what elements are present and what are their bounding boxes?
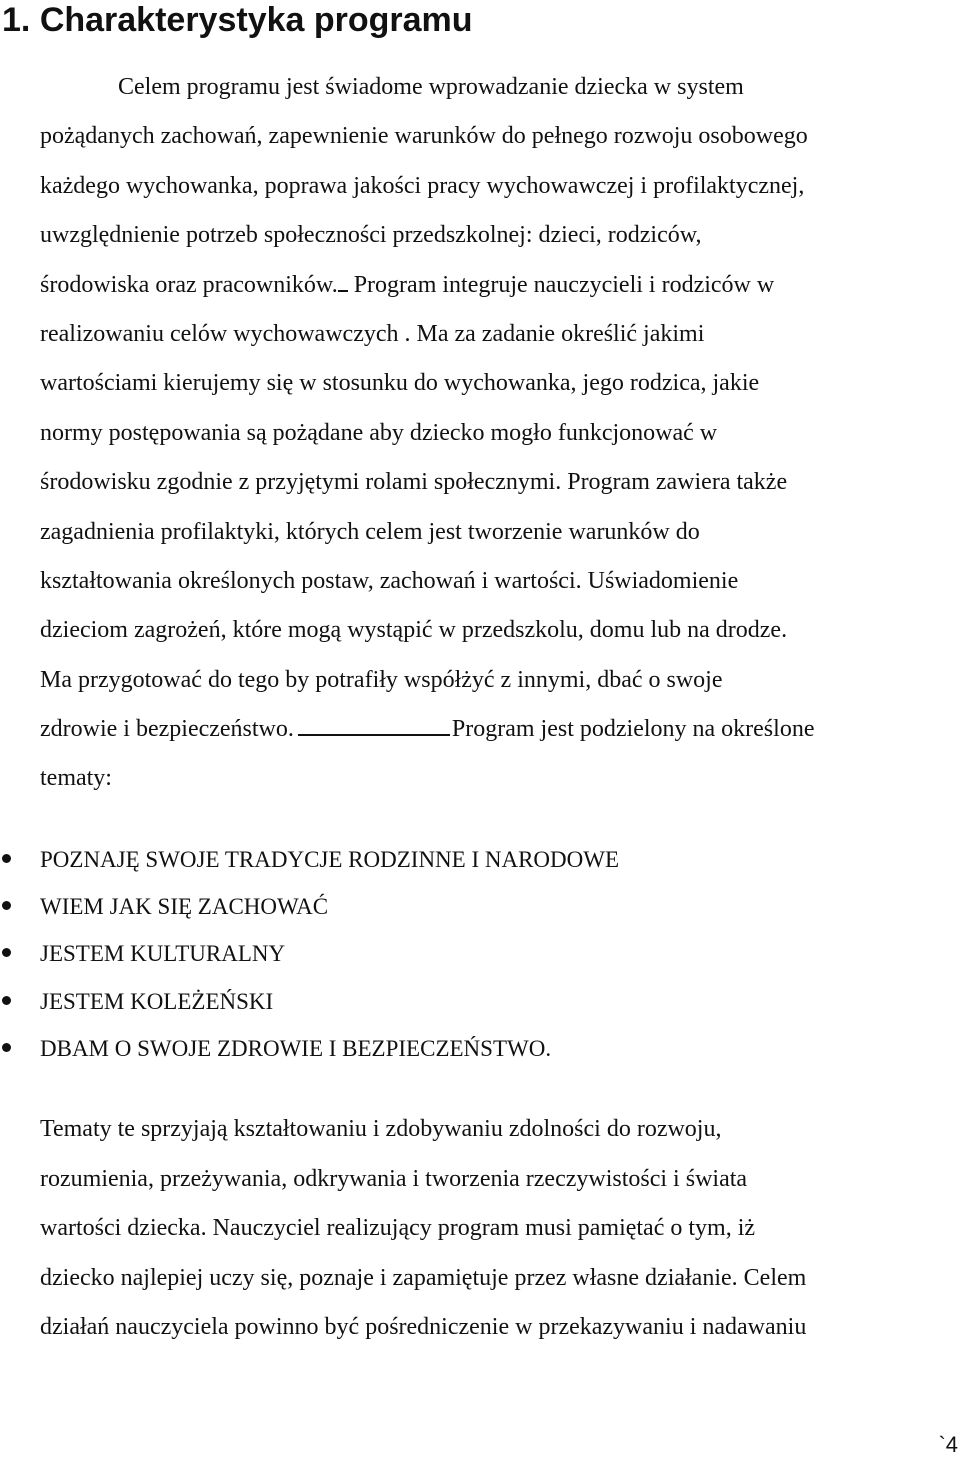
text-line: działań nauczyciela powinno być pośredniczenie w przekazywaniu i nadawaniu <box>40 1314 807 1341</box>
page-number: `4 <box>938 1432 958 1457</box>
section-heading <box>2 0 473 42</box>
text-line <box>40 705 960 754</box>
text-line: Celem programu jest świadome wprowadzanie dziecka w system <box>118 74 744 100</box>
blank-underline <box>298 714 450 736</box>
text-line: dziecko najlepiej uczy się, poznaje i zapamiętuje przez własne działanie. Celem <box>40 1264 807 1291</box>
text-line: tematy: <box>40 765 112 792</box>
text-segment: zdrowie i bezpieczeństwo. <box>40 716 294 743</box>
list-item-label: DBAM O SWOJE ZDROWIE I BEZPIECZEŃSTWO. <box>40 1035 552 1061</box>
text-line: zagadnienia profilaktyki, których celem jest tworzenie warunków do <box>40 518 700 545</box>
list-item-label: WIEM JAK SIĘ ZACHOWAĆ <box>40 894 329 920</box>
program-description-paragraph <box>40 63 960 804</box>
topics-list <box>0 836 619 1072</box>
text-segment: Program integruje nauczycieli i rodziców w <box>353 271 775 298</box>
list-item <box>0 930 619 977</box>
text-line: Tematy te sprzyjają kształtowaniu i zdobywaniu zdolności do rozwoju, <box>40 1116 722 1142</box>
list-item <box>0 1025 619 1072</box>
text-line: realizowaniu celów wychowawczych . Ma za zadanie określić jakimi <box>40 320 705 347</box>
bullet-icon <box>2 948 11 957</box>
text-line: kształtowania określonych postaw, zachowań i wartości. Uświadomienie <box>40 567 739 594</box>
text-line: wartościami kierujemy się w stosunku do wychowanka, jego rodzica, jakie <box>40 370 760 397</box>
bullet-icon <box>2 1043 11 1052</box>
text-line: wartości dziecka. Nauczyciel realizujący program musi pamiętać o tym, iż <box>40 1215 756 1242</box>
list-item <box>0 836 619 883</box>
list-item-label: POZNAJĘ SWOJE TRADYCJE RODZINNE I NARODOWE <box>40 847 620 872</box>
underline-mark <box>338 270 348 292</box>
list-item <box>0 978 619 1025</box>
list-item-label: JESTEM KOLEŻEŃSKI <box>40 988 274 1014</box>
bullet-icon <box>2 996 11 1005</box>
text-line: uwzględnienie potrzeb społeczności przedszkolnej: dzieci, rodziców, <box>40 222 702 249</box>
text-segment: Program jest podzielony na określone <box>451 716 815 743</box>
section-title: Charakterystyka programu <box>39 1 473 39</box>
bullet-icon <box>2 854 11 863</box>
text-segment: środowiska oraz pracowników. <box>40 271 338 298</box>
text-line: każdego wychowanka, poprawa jakości pracy wychowawczej i profilaktycznej, <box>40 172 805 199</box>
text-line: rozumienia, przeżywania, odkrywania i tworzenia rzeczywistości i świata <box>40 1165 748 1192</box>
text-line: pożądanych zachowań, zapewnienie warunków do pełnego rozwoju osobowego <box>40 123 808 150</box>
bullet-icon <box>2 901 11 910</box>
topics-description-paragraph <box>40 1105 960 1353</box>
section-number: 1. <box>2 1 31 39</box>
text-line: Ma przygotować do tego by potrafiły współżyć z innymi, dbać o swoje <box>40 666 723 693</box>
text-line <box>40 261 960 310</box>
text-line: normy postępowania są pożądane aby dziecko mogło funkcjonować w <box>40 419 718 446</box>
list-item-label: JESTEM KULTURALNY <box>40 941 286 967</box>
list-item <box>0 883 619 930</box>
text-line: dzieciom zagrożeń, które mogą wystąpić w przedszkolu, domu lub na drodze. <box>40 617 788 644</box>
text-line: środowisku zgodnie z przyjętymi rolami społecznymi. Program zawiera także <box>40 469 788 496</box>
